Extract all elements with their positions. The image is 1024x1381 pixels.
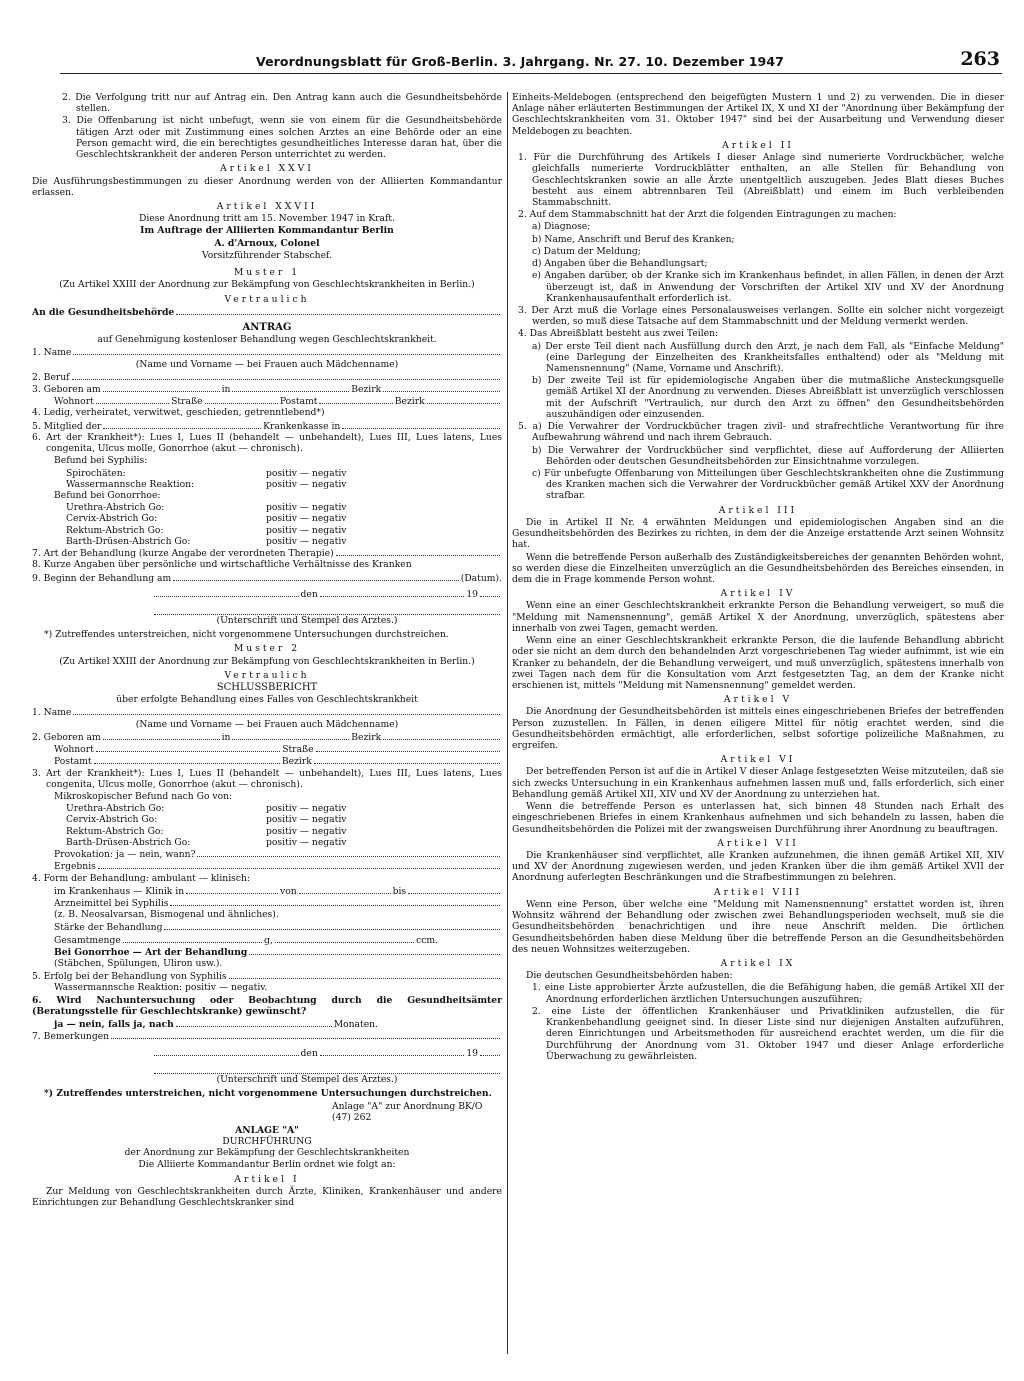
article-heading: Artikel I <box>234 1173 300 1185</box>
form-line <box>103 383 220 392</box>
form-row <box>32 383 502 395</box>
field-label: in <box>221 384 231 395</box>
field-label: bis <box>392 885 407 897</box>
footnote: *) Zutreffendes unterstreichen, nicht vorgenommene Untersuchungen durchstreichen. <box>44 1088 492 1099</box>
sub-list <box>512 341 1004 421</box>
field-label: Gesamtmenge <box>54 934 121 946</box>
finding-label: Wassermannsche Reaktion: <box>66 478 195 490</box>
article-heading: Artikel IV <box>720 588 796 600</box>
field-label: Postamt <box>279 396 318 408</box>
paragraph: 2. Auf dem Stammabschnitt hat der Arzt die folgenden Eintragungen zu machen: <box>518 209 897 221</box>
form-subheading: (Zu Artikel XXIII der Anordnung zur Bekämpfung von Geschlechtskrankheiten in Berlin.) <box>59 279 475 291</box>
form-line <box>342 420 500 429</box>
form-line <box>73 346 500 355</box>
finding-label: Rektum-Abstrich Go: <box>66 524 164 536</box>
form-line <box>205 395 278 404</box>
form-line <box>336 547 500 556</box>
field-label: Wohnort <box>54 396 94 408</box>
field-label: Straße <box>171 396 203 408</box>
field-label: 7. Bemerkungen <box>32 1031 110 1043</box>
form-line <box>232 383 349 392</box>
field-label: Wassermannsche Reaktion: positiv — negativ. <box>54 982 268 994</box>
article-heading: Artikel V <box>723 694 793 706</box>
paragraph: 2. Die Verfolgung tritt nur auf Antrag ein. Den Antrag kann auch die Gesundheitsbehörde stellen. <box>62 92 502 115</box>
field-label: 2. Geboren am <box>32 731 101 743</box>
field-label: von <box>280 885 297 897</box>
spacer <box>440 934 500 943</box>
finding-value: positiv — negativ <box>266 467 347 479</box>
address-line: An die Gesundheitsbehörde <box>32 306 175 318</box>
finding-label: Urethra-Abstrich Go: <box>66 803 165 815</box>
paragraph: Die Krankenhäuser sind verpflichtet, alle Kranken aufzunehmen, die ihnen gemäß Artikel XII, XIV und XV der Anordnung zugewiesen werden, und jeden Kranken über die ihm gemäß Artikel XVII der Anordnung auferlegten Beschränkungen und die Strafbestimmungen zu belehren. <box>512 850 1004 884</box>
spacer <box>380 1018 500 1027</box>
form-line <box>123 934 262 943</box>
field-label: 3. Geboren am <box>32 384 101 395</box>
field-label: 3. Art der Krankheit*): Lues I, Lues II (behandelt — unbehandelt), Lues III, Lues latens, Lues congenita, Ulcus molle, Gonorrhoe (akut — chronisch). <box>32 767 502 790</box>
form-line <box>249 946 500 955</box>
form-row <box>32 1018 502 1030</box>
article-heading: Artikel VII <box>717 837 799 849</box>
paragraph: Wenn eine an einer Geschlechtskrankheit erkrankte Person, die die laufende Behandlung abbricht oder sie nicht an dem durch den behandelnden Arzt vorgeschriebenen Tag wieder aufnimmt, ist wie ein Kranker zu behandeln, der die Behandlung verweigert, und muß unverzüglich, spätestens innerhalb von zwei Tagen nach dem für die Konsultation vom Arzt festgesetzten Tag, an dem der Kranke nicht erschienen ist, mittels "Meldung mit Namensnennung" gemeldet werden. <box>512 635 1004 691</box>
field-label: Bezirk <box>394 396 425 408</box>
field-label: Monaten. <box>333 1019 378 1031</box>
field-label: Stärke der Behandlung <box>54 922 163 934</box>
paragraph: Die Anordnung der Gesundheitsbehörden ist mittels eines eingeschriebenen Briefes der betreffenden Person zuzustellen. In Fällen, in denen eiligere Mittel für nötig erachtet werden, sind die Gesundheitsbehörden ermächtigt, alle erforderlichen, selbst sofortige polizeiliche Maßnahmen, zu ergreifen. <box>512 706 1004 752</box>
finding-row <box>32 479 502 490</box>
field-label: Bezirk <box>351 731 382 743</box>
form-line <box>383 731 500 740</box>
field-label: Bezirk <box>281 756 312 768</box>
article-heading: Artikel VIII <box>713 886 803 898</box>
field-label: in <box>221 731 231 743</box>
field-label: g, <box>264 934 273 946</box>
form-line <box>427 395 500 404</box>
form-line <box>154 606 500 615</box>
form-line <box>383 383 500 392</box>
paragraph: Die Ausführungsbestimmungen zu dieser Anordnung werden von der Alliierten Kommandantur erlassen. <box>32 175 502 198</box>
field-label: im Krankenhaus — Klinik in <box>54 885 185 897</box>
form-row <box>32 934 502 946</box>
finding-label: Barth-Drüsen-Abstrich Go: <box>66 836 191 848</box>
field-label: Mikroskopischer Befund nach Go von: <box>54 790 233 802</box>
form-row <box>32 588 502 600</box>
field-label: 9. Beginn der Behandlung am <box>32 572 172 584</box>
form-row <box>32 970 502 982</box>
finding-label: Urethra-Abstrich Go: <box>66 502 165 514</box>
form-line <box>72 371 500 380</box>
paragraph: 2. eine Liste der öffentlichen Krankenhäuser und Privatkliniken aufzustellen, die für Krankenbehandlung geeignet sind. In dieser Liste sind nur diejenigen Anstalten aufzuführen, deren Einrichtungen und Arbeitsmethoden für ausreichend erachtet werden, um die für die Durchführung der Anordnung vom 31. Oktober 1947 und dieser Anlage erforderliche Überwachung zu gewährleisten. <box>532 1005 1004 1062</box>
paragraph: Diese Anordnung tritt am 15. November 1947 in Kraft. <box>138 213 396 225</box>
sub-item: b) Die Verwahrer der Vordruckbücher sind verpflichtet, diese auf Aufforderung der Alliierten Behörden oder deutschen Gesundheitsbehörden zur Einsichtnahme vorzulegen. <box>532 444 1004 467</box>
sub-list <box>512 445 1004 502</box>
form-line <box>229 970 500 979</box>
form-row <box>32 395 502 407</box>
form-line <box>111 1030 500 1039</box>
paragraph: 3. Der Arzt muß die Vorlage eines Personalausweises verlangen. Sollte ein solcher nicht vorgezeigt werden, so muß diese Tatsache auf dem Stammabschnitt und der Meldung vermerkt werden. <box>518 304 1004 328</box>
form-line <box>98 860 500 869</box>
paragraph: 5. a) Die Verwahrer der Vordruckbücher tragen zivil- und strafrechtliche Verantwortung für ihre Aufbewahrung während und nach ihrem Gebrauch. <box>518 421 1004 444</box>
right-column <box>512 92 1004 1063</box>
form-row <box>32 706 502 718</box>
paragraph: 1. Für die Durchführung des Artikels I dieser Anlage sind numerierte Vordruckbücher, welche gleichfalls numerierte Vordruckblätter enthalten, an alle Stellen für Behandlung von Geschlechtskranken sowie an alle Ärzte unentgeltlich auszugeben. Jedes Blatt dieses Buches besteht aus einem abtrennbaren Teil (Abreißblatt) und einem im Buch verbleibenden Stammabschnitt. <box>518 152 1004 208</box>
form-line <box>320 588 465 597</box>
field-label: 1. Name <box>32 707 72 719</box>
signature-hint: (Unterschrift und Stempel des Arztes.) <box>216 614 398 626</box>
form-line <box>186 885 278 894</box>
form-line <box>408 885 500 894</box>
form-line <box>480 588 500 597</box>
finding-value: positiv — negativ <box>266 502 347 514</box>
field-label: Krankenkasse in <box>263 420 341 432</box>
signer-title: Vorsitzführender Stabschef. <box>201 249 333 261</box>
form-line <box>154 1047 299 1056</box>
field-label: 6. Wird Nachuntersuchung oder Beobachtung durch die Gesundheitsämter (Beratungsstelle für Geschlechtskranke) gewünscht? <box>32 994 502 1017</box>
field-label: 5. Erfolg bei der Behandlung von Syphilis <box>32 971 227 983</box>
form-subtitle: über erfolgte Behandlung eines Falles von Geschlechtskrankheit <box>116 694 418 706</box>
sub-item: e) Angaben darüber, ob der Kranke sich im Krankenhaus befindet, in allen Fällen, in denen der Arzt überzeugt ist, daß in Anwendung der Vorschriften der Artikel XIV und XV der Anordnung Krankenhausaufenthalt erforderlich ist. <box>532 270 1004 304</box>
field-label: Ergebnis <box>54 861 96 873</box>
field-label: 2. Beruf <box>32 371 70 383</box>
annex-reference: Anlage "A" zur Anordnung BK/O (47) 262 <box>332 1101 483 1124</box>
form-line <box>103 731 220 740</box>
field-label: 1. Name <box>32 347 72 359</box>
field-hint: (Name und Vorname — bei Frauen auch Mädchenname) <box>135 718 399 730</box>
authority-line: Im Auftrage der Alliierten Kommandantur Berlin <box>140 225 394 237</box>
finding-row <box>32 803 502 814</box>
finding-row <box>32 513 502 524</box>
form-row <box>32 860 502 872</box>
form-row <box>32 346 502 358</box>
article-heading: Artikel II <box>722 139 794 151</box>
sub-item: c) Datum der Meldung; <box>532 245 641 257</box>
finding-value: positiv — negativ <box>266 814 347 826</box>
field-label: 19 <box>466 1047 479 1059</box>
signer-name: A. d'Arnoux, Colonel <box>214 237 320 249</box>
sub-item: d) Angaben über die Behandlungsart; <box>532 258 708 270</box>
sub-item: c) Für unbefugte Offenbarung von Mitteilungen über Geschlechtskrankheiten ohne die Zustimmung des Kranken machen sich die Verwahrer der Vordruckbücher gemäß Artikel XXV der Anordnung strafbar. <box>532 468 1004 502</box>
form-line <box>480 1047 500 1056</box>
paragraph: Einheits-Meldebogen (entsprechend den beigefügten Mustern 1 und 2) zu verwenden. Die in dieser Anlage näher erläuterten Bestimmungen der Artikel IX, X und XI der "Anordnung über Bekämpfung der Geschlechtskrankheiten vom 31. Oktober 1947" sind bei der Ausarbeitung und Verwendung dieser Meldebogen zu beachten. <box>512 92 1004 137</box>
form-line <box>275 934 414 943</box>
finding-row <box>32 525 502 536</box>
form-row <box>32 885 502 897</box>
annex-subheading: DURCHFÜHRUNG <box>222 1135 312 1147</box>
field-label: Straße <box>282 744 314 756</box>
confidential-label: Vertraulich <box>224 293 310 305</box>
footnote: *) Zutreffendes unterstreichen, nicht vorgenommene Untersuchungen durchstreichen. <box>44 629 449 641</box>
form-row <box>32 731 502 743</box>
sub-item: b) Name, Anschrift und Beruf des Kranken; <box>532 233 735 245</box>
finding-row <box>32 502 502 513</box>
page-number: 263 <box>960 47 1000 70</box>
finding-value: positiv — negativ <box>266 478 347 490</box>
finding-row <box>32 468 502 479</box>
form-line <box>103 420 261 429</box>
field-hint: (Stäbchen, Spülungen, Uliron usw.). <box>54 958 223 970</box>
finding-value: positiv — negativ <box>266 535 347 547</box>
annex-intro: Die Alliierte Kommandantur Berlin ordnet wie folgt an: <box>138 1159 396 1171</box>
article-heading: Artikel III <box>718 504 798 516</box>
paragraph: 4. Das Abreißblatt besteht aus zwei Teilen: <box>518 328 719 340</box>
finding-row <box>32 536 502 547</box>
form-line <box>232 731 349 740</box>
form-line <box>73 706 500 715</box>
form-line <box>154 588 299 597</box>
field-label: 19 <box>466 588 479 600</box>
finding-label: Cervix-Abstrich Go: <box>66 513 158 525</box>
findings-list <box>32 803 502 848</box>
finding-row <box>32 826 502 837</box>
form-line <box>170 897 500 906</box>
field-label: Befund bei Syphilis: <box>54 455 148 467</box>
paragraph: Zur Meldung von Geschlechtskrankheiten durch Ärzte, Kliniken, Krankenhäuser und andere Einrichtungen zur Behandlung Geschlechtskranker sind <box>32 1185 502 1208</box>
article-heading: Artikel XXVI <box>220 163 314 175</box>
header-title: Verordnungsblatt für Groß-Berlin. 3. Jahrgang. Nr. 27. 10. Dezember 1947 <box>256 53 784 69</box>
form-line <box>173 572 459 581</box>
form-line <box>164 921 500 930</box>
field-label: Arzneimittel bei Syphilis <box>54 897 169 909</box>
article-heading: Artikel VI <box>720 754 796 766</box>
finding-value: positiv — negativ <box>266 513 347 525</box>
sub-item: b) Der zweite Teil ist für epidemiologische Angaben über die mutmaßliche Ansteckungsquelle gemäß Artikel XI der Anordnung zu verwenden. Dieses Abreißblatt ist unverzüglich verschlossen mit der Aufschrift "Vertraulich, nur durch den Arzt zu öffnen" den Gesundheitsbehörden auszuhändigen oder einzusenden. <box>532 375 1004 420</box>
finding-value: positiv — negativ <box>266 524 347 536</box>
form-row <box>32 946 502 958</box>
field-label: 4. Form der Behandlung: ambulant — klinisch: <box>32 872 251 884</box>
form-heading: Muster 2 <box>233 643 301 655</box>
form-line <box>96 743 280 752</box>
field-label: 7. Art der Behandlung (kurze Angabe der verordneten Therapie) <box>32 548 334 560</box>
paragraph: Die deutschen Gesundheitsbehörden haben: <box>526 970 733 982</box>
form-line <box>154 1065 500 1074</box>
finding-label: Barth-Drüsen-Abstrich Go: <box>66 535 191 547</box>
field-label: Befund bei Gonorrhoe: <box>54 489 161 501</box>
form-row <box>32 1047 502 1059</box>
form-row <box>32 921 502 933</box>
field-label: den <box>300 1047 318 1059</box>
paragraph: Wenn eine Person, über welche eine "Meldung mit Namensnennung" erstattet worden ist, ihren Wohnsitz während der Behandlung oder zwischen zwei Behandlungsperioden wechselt, muß sie die Gesundheitsbehörden benachrichtigen und ihre neue Anschrift melden. Die örtlichen Gesundheitsbehörden haben diese Meldung über die betreffende Person an die Gesundheitsbehörden des neuen Wohnsitzes weiterzugeben. <box>512 898 1004 955</box>
field-label: Bezirk <box>351 384 382 395</box>
form-row <box>32 547 502 559</box>
form-title: ANTRAG <box>242 321 292 333</box>
field-label: den <box>300 588 318 600</box>
findings-list <box>32 468 502 490</box>
paragraph: Wenn die betreffende Person es unterlassen hat, sich binnen 48 Stunden nach Erhalt des eingeschriebenen Briefes in einem Krankenhaus aufnehmen und sich behandeln zu lassen, haben die Gesundheitsbehörden die Polizei mit der zwangsweisen Durchführung ihrer Anordnung zu beauftragen. <box>512 801 1004 835</box>
page-header <box>60 48 1002 74</box>
form-row <box>32 572 502 584</box>
form-row <box>32 371 502 383</box>
finding-row <box>32 814 502 825</box>
form-row <box>32 1030 502 1042</box>
form-line <box>314 755 500 764</box>
form-row <box>32 848 502 860</box>
annex-heading: ANLAGE "A" <box>235 1124 299 1136</box>
form-line <box>319 395 392 404</box>
form-line <box>96 395 169 404</box>
sub-item: a) Der erste Teil dient nach Ausfüllung durch den Arzt, je nach dem Fall, als "Einfache Meldung" (eine Darlegung der Einzelheiten des Krankheitsfalles enthaltend) oder als "Meldung mit Namensnennung" (Name, Vorname und Anschrift). <box>532 340 1004 375</box>
form-line <box>176 1018 332 1027</box>
findings-list <box>32 502 502 547</box>
field-label: ja — nein, falls ja, nach <box>54 1019 174 1031</box>
field-label: ccm. <box>416 934 439 946</box>
paragraph: Wenn die betreffende Person außerhalb des Zuständigkeitsbereiches der genannten Behörden wohnt, so werden diese die Einzelheiten unverzüglich an die Gesundheitsbehörden des Bereiches einsenden, in dem die in Frage kommende Person wohnt. <box>512 551 1004 585</box>
paragraph: 1. eine Liste approbierter Ärzte aufzustellen, die die Befähigung haben, die gemäß Artikel XII der Anordnung erforderlichen ärztlichen Untersuchungen auszuführen; <box>532 982 1004 1005</box>
form-subtitle: auf Genehmigung kostenloser Behandlung wegen Geschlechtskrankheit. <box>97 334 437 346</box>
form-line <box>197 848 500 857</box>
left-column <box>32 92 502 1209</box>
form-heading: Muster 1 <box>233 267 301 279</box>
form-row <box>32 606 502 615</box>
field-label: (Datum). <box>460 572 502 584</box>
form-row <box>32 743 502 755</box>
paragraph: Die in Artikel II Nr. 4 erwähnten Meldungen und epidemiologischen Angaben sind an die Gesundheitsbehörden des Bezirkes zu richten, in dem der die Anzeige erstattende Arzt seinen Wohnsitz hat. <box>512 516 1004 551</box>
finding-row <box>32 837 502 848</box>
field-label: 4. Ledig, verheiratet, verwitwet, geschieden, getrenntlebend*) <box>32 407 325 419</box>
field-label: 5. Mitglied der <box>32 420 102 432</box>
sub-list <box>512 221 1004 304</box>
finding-value: positiv — negativ <box>266 803 347 815</box>
form-row <box>32 897 502 909</box>
signature-hint: (Unterschrift und Stempel des Arztes.) <box>216 1073 398 1085</box>
field-hint: (Name und Vorname — bei Frauen auch Mädchenname) <box>135 358 399 370</box>
paragraph: Der betreffenden Person ist auf die in Artikel V dieser Anlage festgesetzten Weise mitzuteilen, daß sie sich zwecks Untersuchung in ein Krankenhaus aufnehmen lassen muß und, falls erforderlich, sich einer Behandlung gemäß Artikel XII, XIV und XV der Anordnung zu unterziehen hat. <box>512 766 1004 800</box>
form-line <box>320 1047 465 1056</box>
field-label: Wohnort <box>54 744 94 756</box>
finding-label: Spirochäten: <box>66 467 126 479</box>
field-label: Bei Gonorrhoe — Art der Behandlung <box>54 946 248 958</box>
paragraph: 3. Die Offenbarung ist nicht unbefugt, wenn sie von einem für die Gesundheitsbehörde tätigen Arzt oder mit Zustimmung eines solchen Arztes an eine Behörde oder an eine Person gemacht wird, die ein berechtigtes gesundheitliches Interesse daran hat, über die Geschlechtskrankheit der anderen Person unterrichtet zu werden. <box>62 115 502 161</box>
article-heading: Artikel XXVII <box>216 200 318 212</box>
field-label: 6. Art der Krankheit*): Lues I, Lues II (behandelt — unbehandelt), Lues III, Lues latens, Lues congenita, Ulcus molle, Gonorrhoe (akut — chronisch). <box>32 431 502 455</box>
form-row <box>32 755 502 767</box>
form-row <box>32 306 502 318</box>
form-subheading: (Zu Artikel XXIII der Anordnung zur Bekämpfung von Geschlechtskrankheiten in Berlin.) <box>59 655 475 667</box>
sub-item: a) Diagnose; <box>532 221 591 233</box>
field-label: Postamt <box>54 756 92 768</box>
article-heading: Artikel IX <box>720 957 796 969</box>
form-row <box>32 420 502 432</box>
form-row <box>32 1065 502 1074</box>
form-line <box>299 885 391 894</box>
confidential-label: Vertraulich <box>224 669 310 681</box>
finding-value: positiv — negativ <box>266 836 347 848</box>
paragraph: Wenn eine an einer Geschlechtskrankheit erkrankte Person die Behandlung verweigert, so muß die "Meldung mit Namensnennung", gemäß Artikel X der Anordnung, unverzüglich, spätestens aber innerhalb von zwei Tagen, gemacht werden. <box>512 600 1004 634</box>
field-label: Provokation: ja — nein, wann? <box>54 849 196 861</box>
field-hint: (z. B. Neosalvarsan, Bismogenal und ähnliches). <box>54 909 279 921</box>
form-line <box>176 306 500 315</box>
finding-value: positiv — negativ <box>266 825 347 837</box>
column-divider <box>507 92 508 1354</box>
field-label: 8. Kurze Angaben über persönliche und wirtschaftliche Verhältnisse des Kranken <box>32 559 412 571</box>
form-line <box>316 743 500 752</box>
annex-subheading: der Anordnung zur Bekämpfung der Geschlechtskrankheiten <box>124 1147 410 1159</box>
finding-label: Cervix-Abstrich Go: <box>66 814 158 826</box>
finding-label: Rektum-Abstrich Go: <box>66 825 164 837</box>
form-line <box>94 755 280 764</box>
form-title: SCHLUSSBERICHT <box>216 682 318 694</box>
